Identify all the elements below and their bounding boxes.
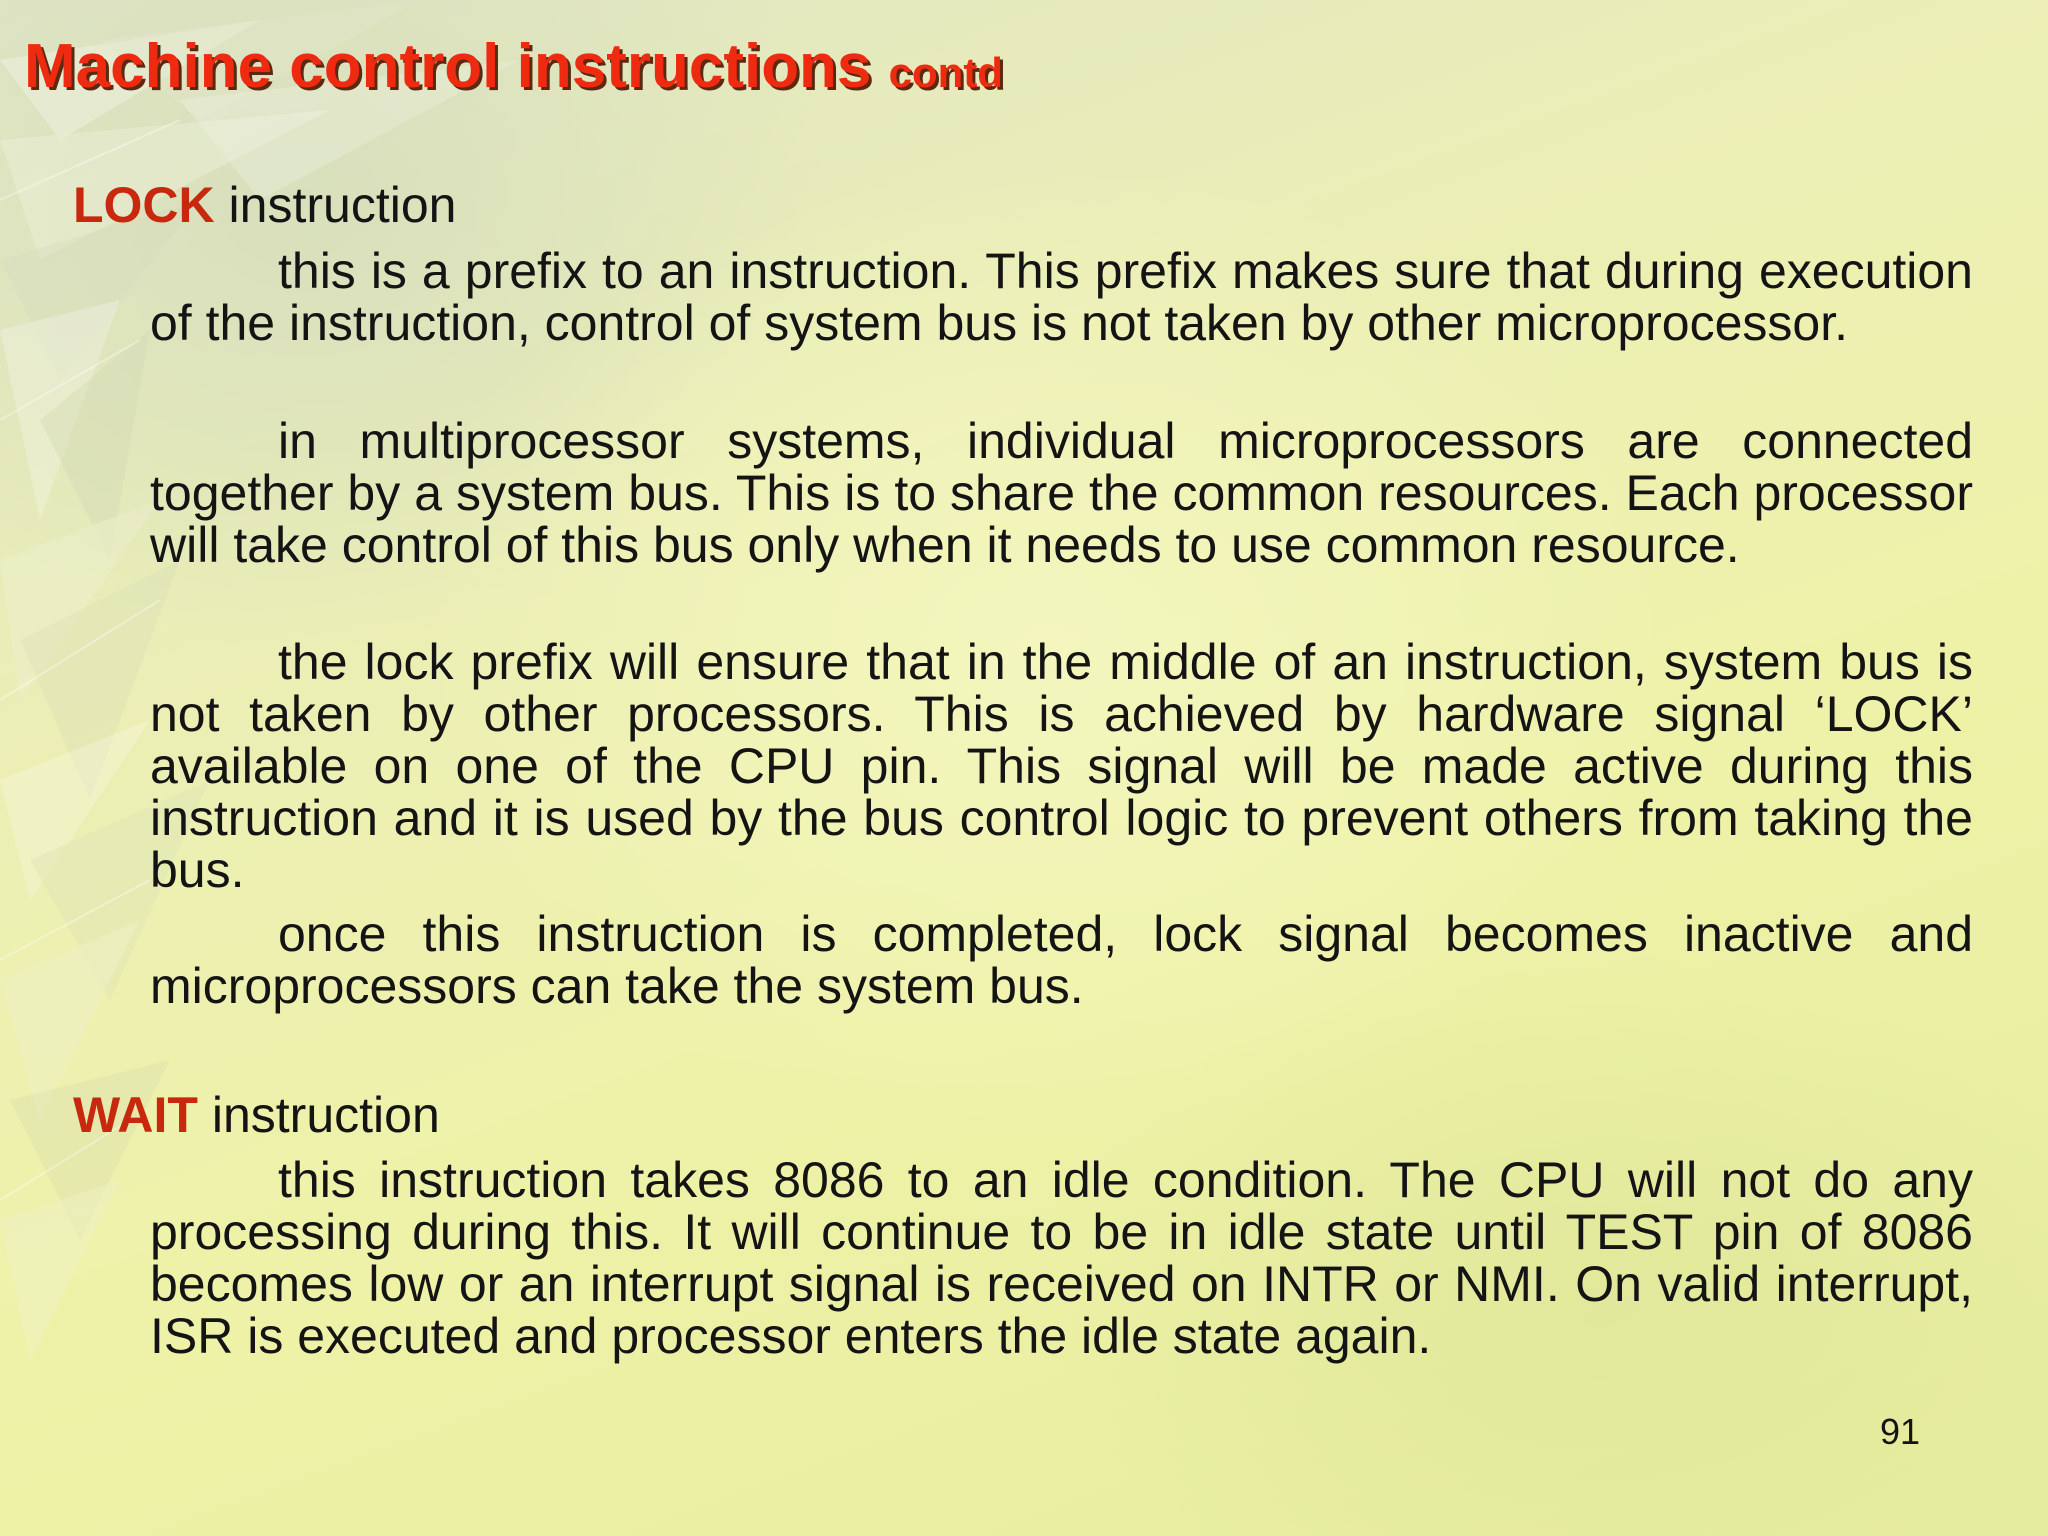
lock-paragraph-1: this is a prefix to an instruction. This prefix makes sure that during execution of the instruction, control of system bus is not taken by other microprocessor.: [150, 243, 1973, 351]
lock-heading: [73, 177, 457, 233]
wait-heading-rest: instruction: [197, 1087, 440, 1143]
lock-paragraph-4: once this instruction is completed, lock signal becomes inactive and microprocessors can take the system bus.: [150, 906, 1973, 1014]
wait-heading: [73, 1087, 440, 1143]
title-main: Machine control instructions: [24, 32, 872, 101]
lock-paragraph-3: the lock prefix will ensure that in the middle of an instruction, system bus is not taken by other processors. This is achieved by hardware signal ‘LOCK’ available on one of the CPU pin. This signal will be made active during this instruction and it is used by the bus control logic to prevent others from taking the bus.: [150, 634, 1973, 898]
wait-paragraph-1: this instruction takes 8086 to an idle condition. The CPU will not do any processing during this. It will continue to be in idle state until TEST pin of 8086 becomes low or an interrupt signal is received on INTR or NMI. On valid interrupt, ISR is executed and processor enters the idle state again.: [150, 1152, 1973, 1364]
lock-heading-rest: instruction: [214, 177, 457, 233]
page-number: 91: [1880, 1411, 1921, 1452]
slide-title: [24, 32, 1003, 101]
wait-keyword: WAIT: [73, 1087, 198, 1143]
title-suffix: contd: [888, 49, 1003, 96]
lock-paragraph-2: in multiprocessor systems, individual microprocessors are connected together by a system bus. This is to share the common resources. Each processor will take control of this bus only when it needs to use common resource.: [150, 413, 1973, 573]
lock-keyword: LOCK: [73, 177, 215, 233]
